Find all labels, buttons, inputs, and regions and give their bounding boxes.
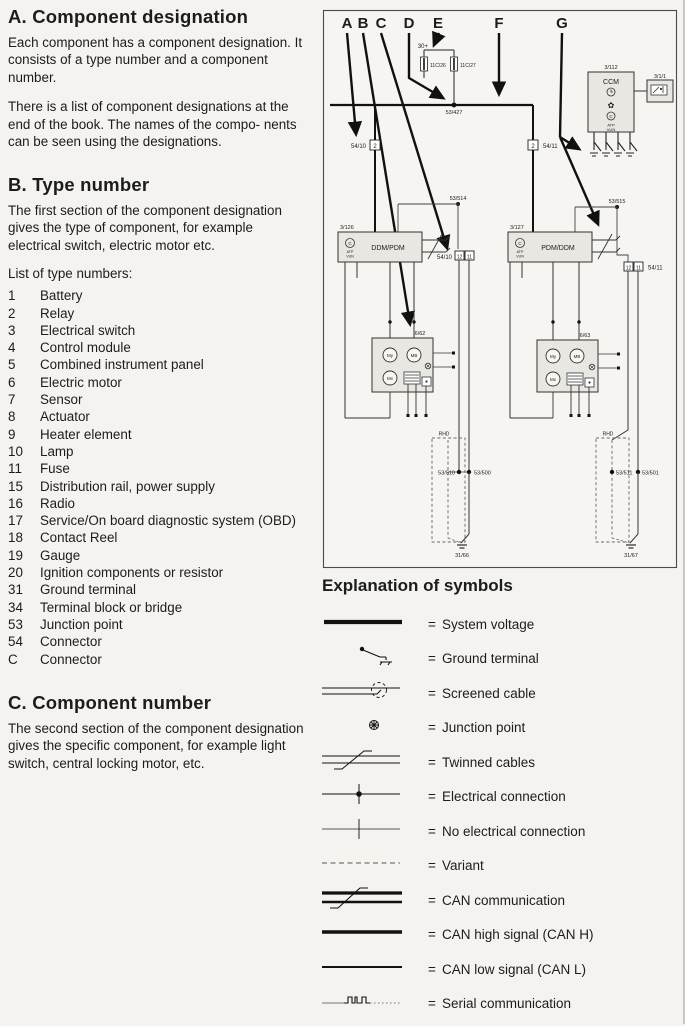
symbol-legend-title: Explanation of symbols xyxy=(322,576,513,595)
svg-text:53/511: 53/511 xyxy=(616,470,633,477)
svg-text:12: 12 xyxy=(456,254,463,261)
svg-text:53/500: 53/500 xyxy=(474,470,491,477)
ground-terminal-symbol xyxy=(322,644,428,668)
symbol-label: No electrical connection xyxy=(442,823,586,839)
relay-glyph xyxy=(651,85,667,95)
svg-text:Mx: Mx xyxy=(387,376,393,381)
type-row xyxy=(8,374,313,391)
section-c-paragraph: The second section of the component designation gives the specific component, for example light switch, central locking motor, etc. xyxy=(8,721,304,771)
type-row xyxy=(8,512,313,529)
type-num: 17 xyxy=(8,513,23,529)
connection-dot xyxy=(551,320,554,323)
type-num: 34 xyxy=(8,599,23,615)
ccm-connector-label: 3/1/1 xyxy=(653,74,667,80)
symbol-label: Serial communication xyxy=(442,996,572,1011)
equals-sign: = xyxy=(428,996,436,1011)
symbol-label: CAN low signal (CAN L) xyxy=(442,961,587,977)
junction-53-427-label: 53/427 xyxy=(445,110,463,116)
equals-sign: = xyxy=(428,961,436,977)
type-num: 1 xyxy=(8,288,16,304)
connection-dot xyxy=(412,320,415,323)
twinned-cables-symbol xyxy=(322,748,428,772)
type-label: Heater element xyxy=(40,426,132,442)
section-a-title: A. Component designation xyxy=(8,6,249,27)
type-label: Radio xyxy=(40,495,75,511)
type-list-title: List of type numbers: xyxy=(8,266,133,282)
serial-communication-symbol xyxy=(322,989,428,1013)
electrical-connection-symbol xyxy=(322,782,428,806)
feed-label: 30+ xyxy=(417,44,428,50)
symbol-row xyxy=(322,647,682,671)
type-label: Ground terminal xyxy=(40,582,137,598)
type-label: Terminal block or bridge xyxy=(40,599,183,615)
connection-dot xyxy=(577,320,580,323)
type-label: Contact Reel xyxy=(40,530,118,546)
symbol-row xyxy=(322,612,682,636)
svg-text:54/11: 54/11 xyxy=(648,265,663,272)
type-num: 31 xyxy=(8,582,23,598)
equals-sign: = xyxy=(428,823,436,839)
symbol-label: Junction point xyxy=(442,720,526,735)
type-label: Connector xyxy=(40,634,102,650)
symbol-row xyxy=(322,957,682,981)
connector-54-10-label: 54/10 xyxy=(350,143,366,150)
system-voltage-symbol xyxy=(322,610,428,634)
connector-54-11-label: 54/11 xyxy=(543,143,558,150)
type-label: Junction point xyxy=(40,616,123,632)
pin-2-label: 2 xyxy=(531,143,535,150)
section-component-number xyxy=(8,692,313,784)
symbol-row xyxy=(322,923,682,947)
symbol-label: Electrical connection xyxy=(442,789,566,804)
section-a-paragraph-2: There is a list of component designations at the end of the book. The names of the compo- nents can be seen using the designations. xyxy=(8,99,297,150)
junction-53-514-label: 53/514 xyxy=(449,196,467,202)
type-num: 10 xyxy=(8,443,23,459)
type-num: 18 xyxy=(8,530,23,546)
ccm-id-label: 3/112 xyxy=(604,65,618,71)
can-high-symbol xyxy=(322,920,428,944)
svg-text:My: My xyxy=(550,354,556,359)
symbol-row xyxy=(322,750,682,774)
svg-text:53/510: 53/510 xyxy=(438,470,455,477)
rhd-label: RHD xyxy=(602,431,614,438)
equals-sign: = xyxy=(428,685,436,701)
type-label: Electrical switch xyxy=(40,322,136,338)
symbol-row xyxy=(322,785,682,809)
type-number-list xyxy=(8,287,313,668)
pin-2-label: 2 xyxy=(373,143,377,150)
no-electrical-connection-symbol xyxy=(322,817,428,841)
symbol-label: Variant xyxy=(442,858,484,873)
callout-b: B xyxy=(357,15,369,32)
equals-sign: = xyxy=(428,858,436,873)
screened-cable-symbol xyxy=(322,679,428,703)
section-b-paragraph: The first section of the component designation gives the type of component, for example electrical switch, electric motor etc. xyxy=(8,203,282,253)
type-row xyxy=(8,339,313,356)
type-row xyxy=(8,460,313,477)
junction-53-510 xyxy=(457,470,461,474)
svg-text:ATP: ATP xyxy=(346,250,354,254)
can-low-symbol xyxy=(322,955,428,979)
ground-left-label: 31/66 xyxy=(455,553,469,559)
type-label: Connector xyxy=(40,651,102,667)
type-row xyxy=(8,287,313,304)
type-row xyxy=(8,564,313,581)
gear-icon: ✿ xyxy=(607,101,615,110)
type-row xyxy=(8,633,313,650)
can-communication-symbol xyxy=(322,886,428,910)
symbol-label: Ground terminal xyxy=(442,651,539,666)
symbol-row xyxy=(322,992,682,1016)
symbol-legend xyxy=(322,576,682,1026)
ground-right-label: 31/67 xyxy=(624,553,638,559)
type-label: Actuator xyxy=(40,409,90,425)
symbol-label: CAN high signal (CAN H) xyxy=(442,927,594,942)
type-num: 4 xyxy=(8,340,16,356)
pdm-ddm-label: PDM/DDM xyxy=(541,245,575,252)
connection-dot xyxy=(388,320,391,323)
symbol-row xyxy=(322,888,682,912)
ccm-label: CCM xyxy=(603,79,619,86)
svg-text:My: My xyxy=(387,353,393,358)
type-num: 2 xyxy=(8,305,16,321)
svg-text:MB: MB xyxy=(410,353,418,358)
type-row xyxy=(8,478,313,495)
type-label: Relay xyxy=(40,305,75,321)
type-row xyxy=(8,529,313,546)
svg-text:53/501: 53/501 xyxy=(642,470,659,477)
type-row xyxy=(8,408,313,425)
section-a-paragraph-1: Each component has a component designation. It consists of a type number and a component number. xyxy=(8,35,303,85)
copyright-letter: C xyxy=(609,114,613,120)
type-row xyxy=(8,322,313,339)
type-row xyxy=(8,426,313,443)
type-num: 16 xyxy=(8,495,23,511)
mirror-left-id: 6/62 xyxy=(414,331,426,337)
wiring-diagram-svg xyxy=(320,4,684,576)
svg-text:ATP: ATP xyxy=(516,250,524,254)
symbol-row xyxy=(322,819,682,843)
svg-text:C: C xyxy=(348,241,352,246)
symbol-label: System voltage xyxy=(442,616,535,632)
type-row xyxy=(8,599,313,616)
type-row xyxy=(8,356,313,373)
type-label: Battery xyxy=(40,288,83,304)
type-label: Service/On board diagnostic system (OBD) xyxy=(40,513,297,529)
type-label: Distribution rail, power supply xyxy=(40,478,215,494)
callout-a: A xyxy=(341,15,353,32)
symbol-row xyxy=(322,681,682,705)
wiring-diagram xyxy=(320,4,684,576)
equals-sign: = xyxy=(428,754,436,770)
section-type-number xyxy=(8,174,313,668)
type-num: 54 xyxy=(8,634,23,650)
type-row xyxy=(8,443,313,460)
svg-text:MB: MB xyxy=(573,354,581,359)
type-label: Lamp xyxy=(40,443,74,459)
ddm-pdm-id: 3/126 xyxy=(340,225,354,231)
pdm-ddm-id: 3/127 xyxy=(510,225,524,231)
type-row xyxy=(8,547,313,564)
type-num: 6 xyxy=(8,374,16,390)
junction-53-427 xyxy=(452,103,457,108)
type-row xyxy=(8,581,313,598)
svg-text:VUN: VUN xyxy=(346,254,354,259)
callout-g: G xyxy=(556,15,568,32)
equals-sign: = xyxy=(428,616,436,632)
ddm-pdm-label: DDM/PDM xyxy=(371,245,405,252)
type-row xyxy=(8,391,313,408)
type-label: Combined instrument panel xyxy=(40,357,204,373)
type-num: 15 xyxy=(8,478,23,494)
type-num: 7 xyxy=(8,392,16,408)
type-label: Gauge xyxy=(40,547,81,563)
callout-e: E xyxy=(432,15,444,32)
svg-text:C: C xyxy=(518,241,522,246)
rhd-label: RHD xyxy=(438,431,450,438)
variant-symbol xyxy=(322,851,428,875)
symbol-row xyxy=(322,854,682,878)
mirror-right-id: 6/63 xyxy=(579,333,591,339)
type-num: C xyxy=(8,651,18,667)
type-row xyxy=(8,651,313,668)
type-row xyxy=(8,305,313,322)
type-label: Ignition components or resistor xyxy=(40,565,224,581)
type-num: 3 xyxy=(8,322,16,338)
svg-text:11: 11 xyxy=(466,254,473,261)
svg-text:54/10: 54/10 xyxy=(436,255,452,261)
type-num: 20 xyxy=(8,565,23,581)
equals-sign: = xyxy=(428,651,436,666)
type-num: 53 xyxy=(8,616,23,632)
type-row xyxy=(8,495,313,512)
svg-text:Mx: Mx xyxy=(550,377,556,382)
junction-53-515-label: 53/515 xyxy=(608,199,626,205)
section-b-title: B. Type number xyxy=(8,174,150,195)
type-label: Fuse xyxy=(40,461,70,477)
svg-text:11: 11 xyxy=(635,265,642,272)
callout-c: C xyxy=(375,15,387,32)
fuse-1-label: 11C/26 xyxy=(430,63,446,69)
type-num: 5 xyxy=(8,357,16,373)
type-num: 11 xyxy=(8,461,22,477)
type-num: 8 xyxy=(8,409,16,425)
symbol-label: Twinned cables xyxy=(442,754,536,770)
type-label: Control module xyxy=(40,340,131,356)
symbol-label: CAN communication xyxy=(442,892,566,908)
junction-53-511 xyxy=(610,470,614,474)
junction-point-symbol xyxy=(322,713,428,737)
svg-text:VUN: VUN xyxy=(516,254,524,259)
type-row xyxy=(8,616,313,633)
equals-sign: = xyxy=(428,720,436,735)
section-component-designation xyxy=(8,6,313,163)
equals-sign: = xyxy=(428,789,436,804)
fuse-2-label: 11C/27 xyxy=(460,63,476,69)
symbol-row xyxy=(322,716,682,740)
type-label: Electric motor xyxy=(40,374,122,390)
approval-text-1: ATP xyxy=(607,122,615,128)
symbol-label: Screened cable xyxy=(442,685,536,701)
type-num: 19 xyxy=(8,547,23,563)
equals-sign: = xyxy=(428,927,436,942)
svg-text:12: 12 xyxy=(625,265,632,272)
section-c-title: C. Component number xyxy=(8,692,212,713)
type-num: 9 xyxy=(8,426,16,442)
equals-sign: = xyxy=(428,892,436,908)
callout-d: D xyxy=(403,15,415,32)
callout-f: F xyxy=(494,15,504,32)
type-label: Sensor xyxy=(40,392,83,408)
approval-text-2: VUN xyxy=(606,127,616,132)
